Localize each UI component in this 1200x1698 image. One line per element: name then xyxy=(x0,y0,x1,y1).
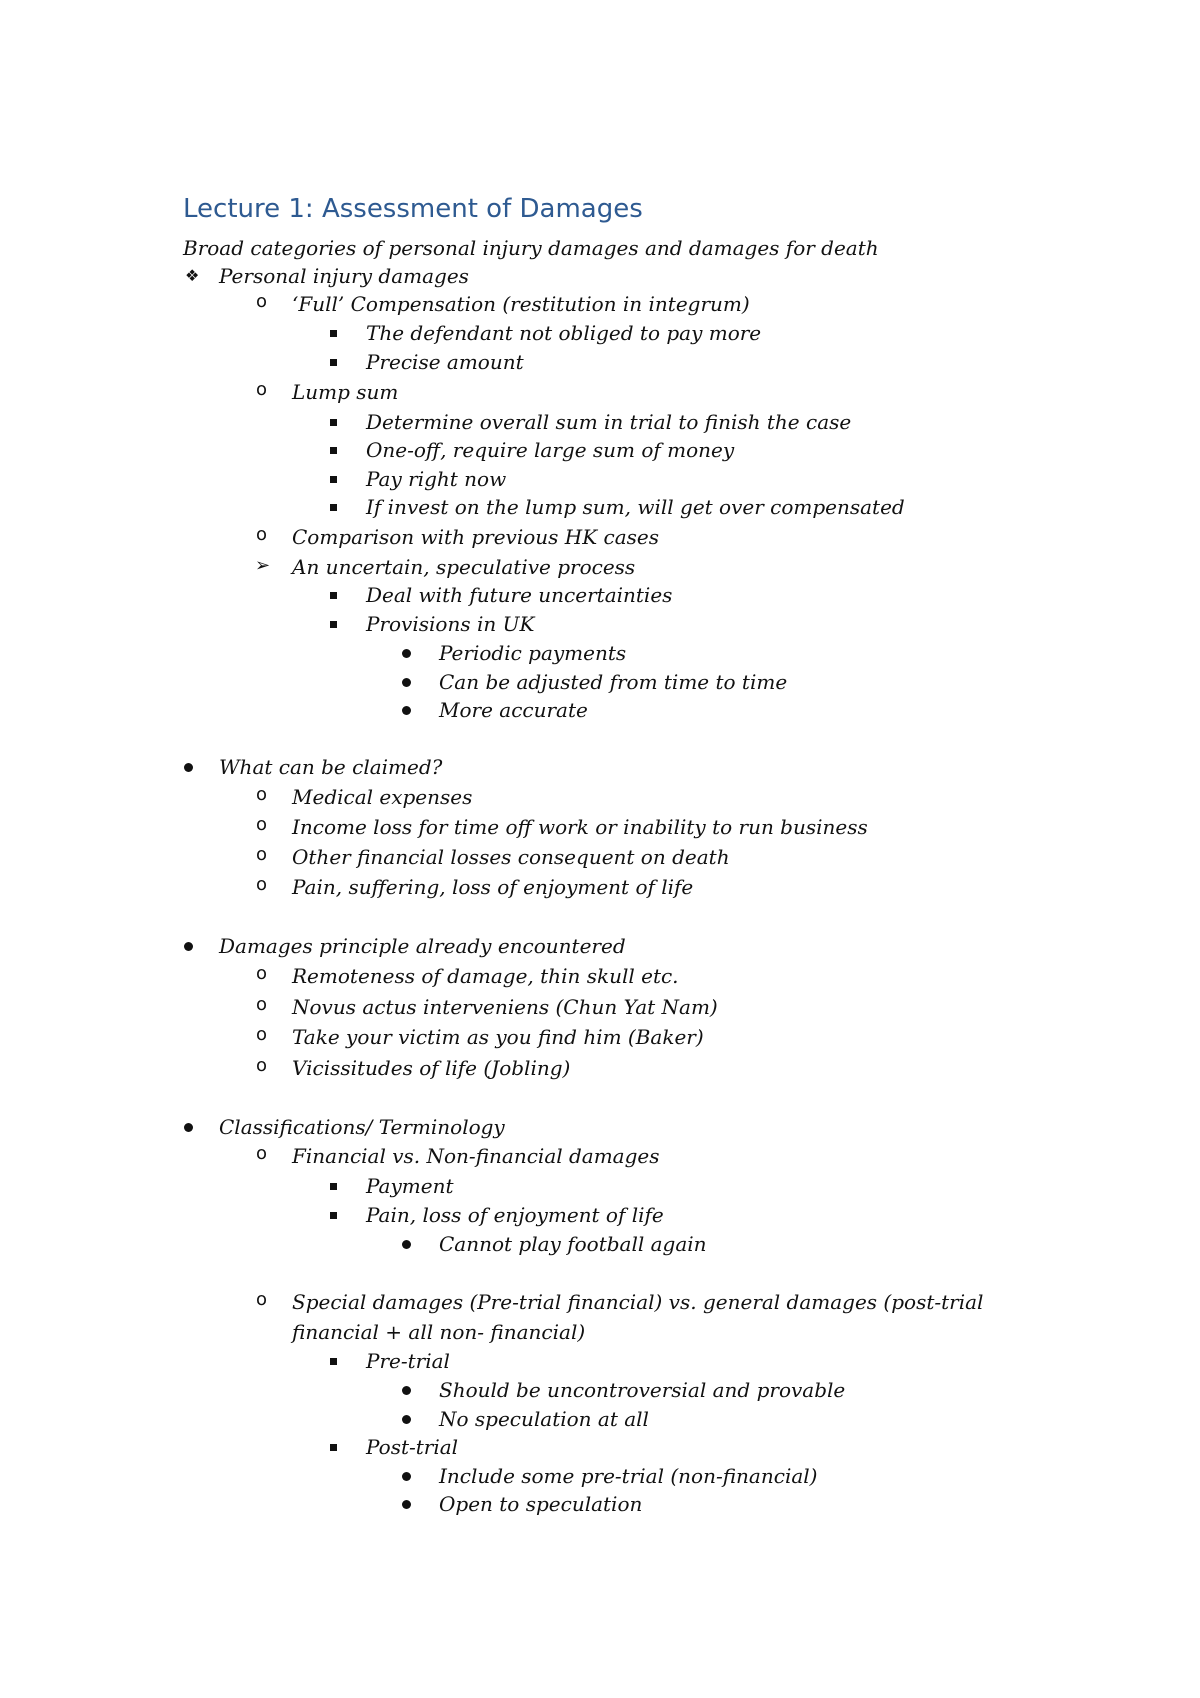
list-item: Medical expenses xyxy=(292,785,473,809)
square-bullet-icon xyxy=(330,476,337,483)
circle-bullet-icon: o xyxy=(256,1143,268,1164)
square-bullet-icon xyxy=(330,504,337,511)
list-item: ‘Full’ Compensation (restitution in integrum) xyxy=(292,292,750,316)
dot-bullet-icon xyxy=(184,1123,193,1132)
dot-bullet-icon xyxy=(402,1415,411,1424)
circle-bullet-icon: o xyxy=(256,1024,268,1045)
list-item: Determine overall sum in trial to finish the case xyxy=(366,410,852,434)
square-bullet-icon xyxy=(330,621,337,628)
dot-bullet-icon xyxy=(402,1500,411,1509)
subtitle: Broad categories of personal injury damages and damages for death xyxy=(183,236,879,260)
dot-bullet-icon xyxy=(402,706,411,715)
circle-bullet-icon: o xyxy=(256,291,268,312)
list-item: Lump sum xyxy=(292,380,399,404)
list-item: What can be claimed? xyxy=(219,755,443,779)
dot-bullet-icon xyxy=(402,678,411,687)
dot-bullet-icon xyxy=(402,1386,411,1395)
square-bullet-icon xyxy=(330,592,337,599)
list-item-continuation: financial + all non- financial) xyxy=(292,1320,586,1344)
circle-bullet-icon: o xyxy=(256,963,268,984)
diamond-bullet-icon: ❖ xyxy=(185,266,200,285)
list-item: No speculation at all xyxy=(439,1407,649,1431)
list-item: Special damages (Pre-trial financial) vs. general damages (post-trial xyxy=(292,1290,984,1314)
list-item: Classifications/ Terminology xyxy=(219,1115,505,1139)
list-item: Damages principle already encountered xyxy=(219,934,626,958)
circle-bullet-icon: o xyxy=(256,524,268,545)
list-item: Pre-trial xyxy=(366,1349,450,1373)
list-item: Novus actus interveniens (Chun Yat Nam) xyxy=(292,995,718,1019)
dot-bullet-icon xyxy=(184,942,193,951)
list-item: Take your victim as you find him (Baker) xyxy=(292,1025,704,1049)
list-item: Periodic payments xyxy=(439,641,627,665)
dot-bullet-icon xyxy=(402,1472,411,1481)
square-bullet-icon xyxy=(330,1444,337,1451)
list-item: Pain, loss of enjoyment of life xyxy=(366,1203,664,1227)
arrow-bullet-icon: ➢ xyxy=(255,555,271,576)
circle-bullet-icon: o xyxy=(256,1055,268,1076)
list-item: Financial vs. Non-financial damages xyxy=(292,1144,660,1168)
list-item: Income loss for time off work or inability to run business xyxy=(292,815,868,839)
square-bullet-icon xyxy=(330,1183,337,1190)
list-item: Deal with future uncertainties xyxy=(366,583,673,607)
square-bullet-icon xyxy=(330,1212,337,1219)
list-item: Precise amount xyxy=(366,350,524,374)
list-item: Post-trial xyxy=(366,1435,459,1459)
circle-bullet-icon: o xyxy=(256,1289,268,1310)
circle-bullet-icon: o xyxy=(256,784,268,805)
list-item: Pain, suffering, loss of enjoyment of life xyxy=(292,875,694,899)
list-item: Should be uncontroversial and provable xyxy=(439,1378,846,1402)
dot-bullet-icon xyxy=(402,1240,411,1249)
circle-bullet-icon: o xyxy=(256,844,268,865)
square-bullet-icon xyxy=(330,359,337,366)
square-bullet-icon xyxy=(330,419,337,426)
list-item: Other financial losses consequent on death xyxy=(292,845,730,869)
list-item: Remoteness of damage, thin skull etc. xyxy=(292,964,679,988)
list-item: More accurate xyxy=(439,698,588,722)
circle-bullet-icon: o xyxy=(256,814,268,835)
list-item: Provisions in UK xyxy=(366,612,535,636)
circle-bullet-icon: o xyxy=(256,874,268,895)
list-item: One-off, require large sum of money xyxy=(366,438,735,462)
list-item: If invest on the lump sum, will get over compensated xyxy=(366,495,905,519)
list-item: An uncertain, speculative process xyxy=(292,555,636,579)
circle-bullet-icon: o xyxy=(256,994,268,1015)
page-title: Lecture 1: Assessment of Damages xyxy=(183,194,643,224)
circle-bullet-icon: o xyxy=(256,379,268,400)
list-item: Include some pre-trial (non-financial) xyxy=(439,1464,818,1488)
list-item: Cannot play football again xyxy=(439,1232,707,1256)
list-item: Pay right now xyxy=(366,467,507,491)
list-item: Vicissitudes of life (Jobling) xyxy=(292,1056,571,1080)
square-bullet-icon xyxy=(330,330,337,337)
list-item: Payment xyxy=(366,1174,454,1198)
list-item: Personal injury damages xyxy=(219,264,469,288)
list-item: Open to speculation xyxy=(439,1492,643,1516)
dot-bullet-icon xyxy=(402,649,411,658)
list-item: Can be adjusted from time to time xyxy=(439,670,788,694)
list-item: The defendant not obliged to pay more xyxy=(366,321,762,345)
list-item: Comparison with previous HK cases xyxy=(292,525,659,549)
square-bullet-icon xyxy=(330,447,337,454)
square-bullet-icon xyxy=(330,1358,337,1365)
dot-bullet-icon xyxy=(184,763,193,772)
